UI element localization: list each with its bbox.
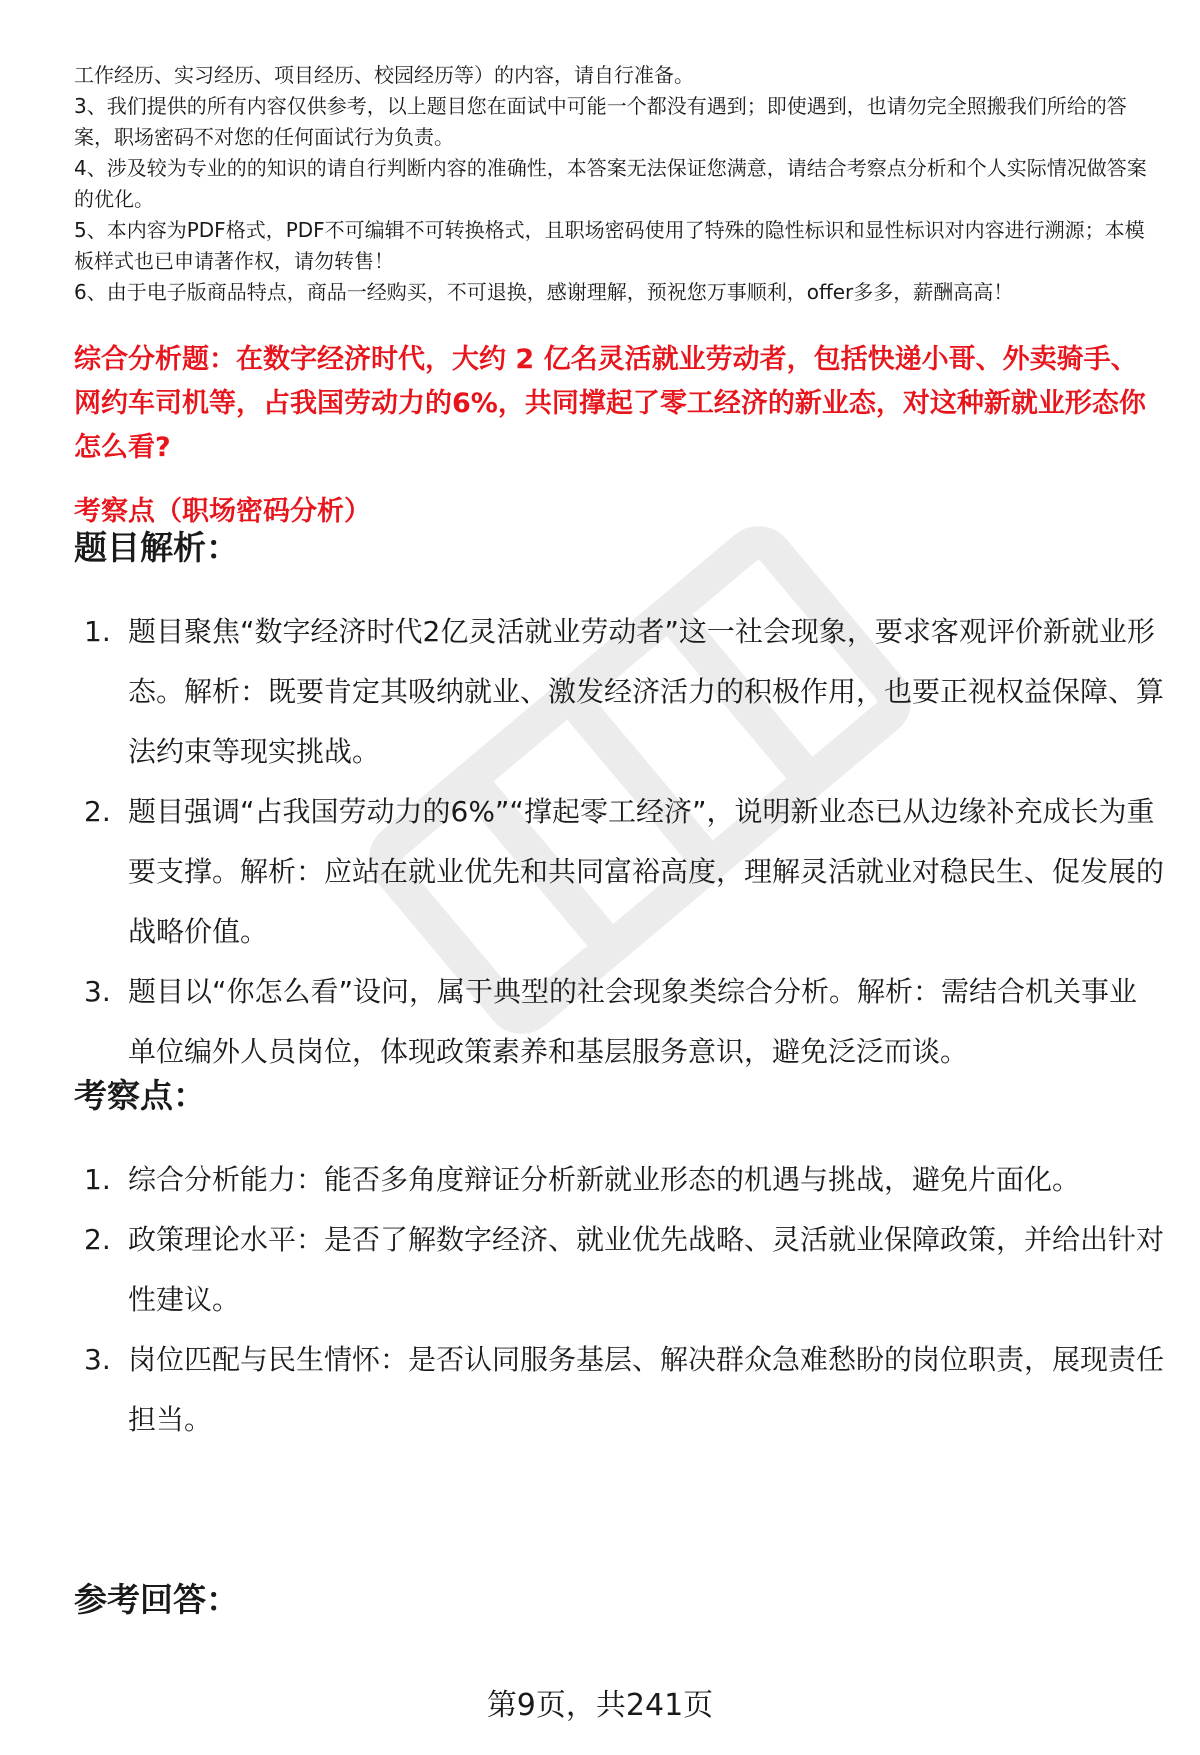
list-text: 题目强调“占我国劳动力的6%”“撑起零工经济”，说明新业态已从边缘补充成长为重要支撑。解析：应站在就业优先和共同富裕高度，理解灵活就业对稳民生、促发展的战略价值。 <box>128 795 1165 948</box>
list-text: 题目聚焦“数字经济时代2亿灵活就业劳动者”这一社会现象，要求客观评价新就业形态。解析：既要肯定其吸纳就业、激发经济活力的积极作用，也要正视权益保障、算法约束等现实挑战。 <box>128 615 1165 768</box>
analysis-list <box>84 602 1164 1082</box>
analysis-subtitle: 考察点（职场密码分析） <box>74 496 371 527</box>
notice-line: 3、我们提供的所有内容仅供参考，以上题目您在面试中可能一个都没有遇到；即使遇到，也请勿完全照搬我们所给的答案，职场密码不对您的任何面试行为负责。 <box>74 94 1127 149</box>
answer-heading: 参考回答： <box>74 1580 239 1619</box>
notice-line: 工作经历、实习经历、项目经历、校园经历等）的内容，请自行准备。 <box>74 63 694 87</box>
list-item <box>84 1210 1164 1330</box>
list-text: 政策理论水平：是否了解数字经济、就业优先战略、灵活就业保障政策，并给出针对性建议。 <box>128 1223 1165 1316</box>
points-list <box>84 1150 1164 1450</box>
points-heading: 考察点： <box>74 1076 206 1115</box>
list-text: 岗位匹配与民生情怀：是否认同服务基层、解决群众急难愁盼的岗位职责，展现责任担当。 <box>128 1343 1165 1436</box>
list-number: 2. <box>84 795 111 828</box>
list-number: 1. <box>84 615 111 648</box>
list-item <box>84 1150 1164 1210</box>
notice-section <box>74 60 1164 308</box>
page-footer: 第9页，共241页 <box>486 1688 714 1723</box>
list-text: 题目以“你怎么看”设问，属于典型的社会现象类综合分析。解析：需结合机关事业单位编外人员岗位，体现政策素养和基层服务意识，避免泛泛而谈。 <box>128 975 1138 1068</box>
notice-line: 6、由于电子版商品特点，商品一经购买，不可退换，感谢理解，预祝您万事顺利，offer多多，薪酬高高！ <box>74 280 1014 304</box>
analysis-heading: 题目解析： <box>74 528 239 567</box>
list-number: 3. <box>84 975 111 1008</box>
list-number: 1. <box>84 1163 111 1196</box>
question-title: 综合分析题：在数字经济时代，大约 2 亿名灵活就业劳动者，包括快递小哥、外卖骑手、网约车司机等，占我国劳动力的6%，共同撑起了零工经济的新业态，对这种新就业形态你怎么看? <box>74 344 1146 463</box>
list-item <box>84 602 1164 782</box>
notice-line: 4、涉及较为专业的的知识的请自行判断内容的准确性，本答案无法保证您满意，请结合考察点分析和个人实际情况做答案的优化。 <box>74 156 1147 211</box>
list-item <box>84 962 1164 1082</box>
list-item <box>84 782 1164 962</box>
list-item <box>84 1330 1164 1450</box>
list-number: 3. <box>84 1343 111 1376</box>
list-text: 综合分析能力：能否多角度辩证分析新就业形态的机遇与挑战，避免片面化。 <box>128 1163 1081 1196</box>
notice-line: 5、本内容为PDF格式，PDF不可编辑不可转换格式，且职场密码使用了特殊的隐性标识和显性标识对内容进行溯源；本模板样式也已申请著作权，请勿转售！ <box>74 218 1145 273</box>
list-number: 2. <box>84 1223 111 1256</box>
